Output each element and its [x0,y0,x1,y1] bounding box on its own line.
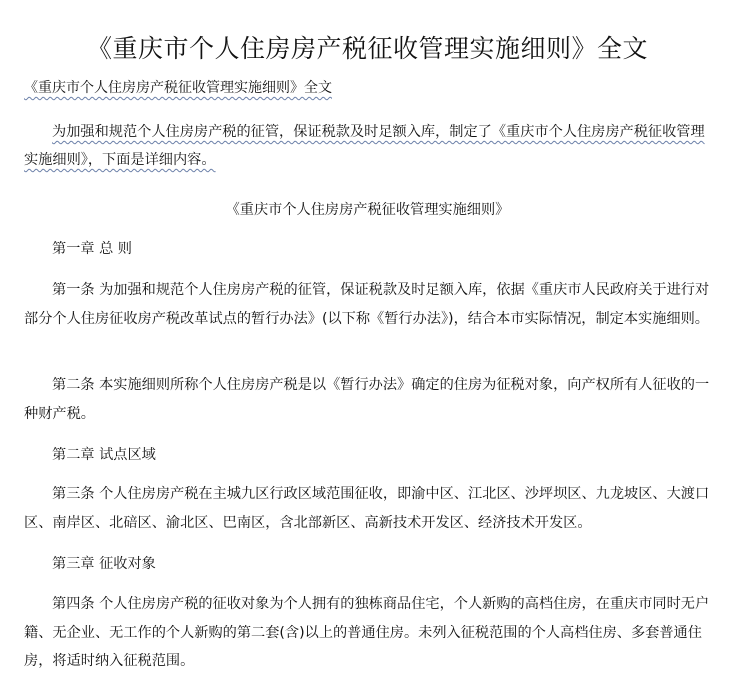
article-2: 第二条 本实施细则所称个人住房房产税是以《暂行办法》确定的住房为征税对象，向产权所有人征收的一种财产税。 [24,377,710,422]
page-title: 《重庆市个人住房房产税征收管理实施细则》全文 [86,34,648,63]
subtitle: 《重庆市个人住房房产税征收管理实施细则》全文 [24,80,332,96]
intro-text: 为加强和规范个人住房房产税的征管，保证税款及时足额入库，制定了《重庆市个人住房房产税征收管理实施细则》，下面是详细内容。 [24,124,705,168]
chapter-heading-2: 第二章 试点区域 [52,447,156,463]
subtitle-line [24,78,332,98]
article-3: 第三条 个人住房房产税在主城九区行政区域范围征收，即渝中区、江北区、沙坪坝区、九龙坡区、大渡口区、南岸区、北碚区、渝北区、巴南区，含北部新区、高新技术开发区、经济技术开发区。 [24,486,710,531]
article-1: 第一条 为加强和规范个人住房房产税的征管，保证税款及时足额入库，依据《重庆市人民政府关于进行对部分个人住房征收房产税改革试点的暂行办法》(以下称《暂行办法》)，结合本市实际情况，制定本实施细则。 [24,282,710,327]
document-title: 《重庆市个人住房房产税征收管理实施细则》 [225,202,510,218]
chapter-heading-1: 第一章 总 则 [52,241,132,257]
article-4: 第四条 个人住房房产税的征收对象为个人拥有的独栋商品住宅，个人新购的高档住房，在重庆市同时无户籍、无企业、无工作的个人新购的第二套(含)以上的普通住房。未列入征税范围的个人高档住房、多套普通住房，将适时纳入征税范围。 [24,596,710,669]
intro-paragraph [24,118,714,174]
chapter-heading-3: 第三章 征收对象 [52,556,156,572]
